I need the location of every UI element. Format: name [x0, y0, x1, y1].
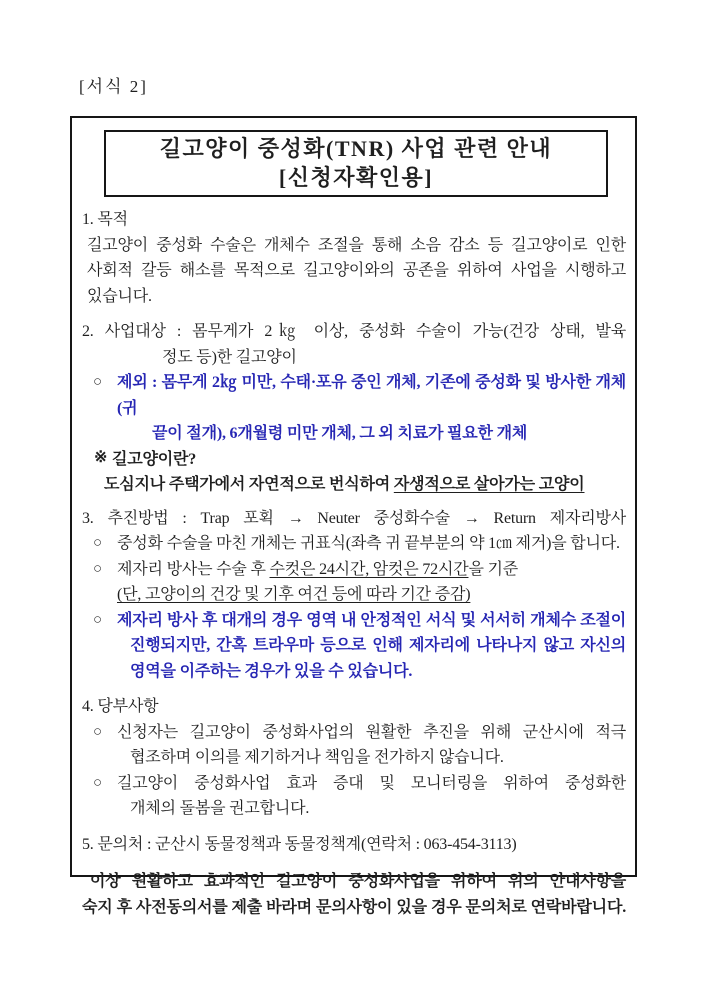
purpose-text-line: 사회적 갈등 해소를 목적으로 길고양이와의 공존을 위하여 사업을 시행하고: [87, 262, 626, 279]
circle-bullet-icon: ○: [93, 374, 103, 390]
section-purpose: [82, 207, 626, 309]
applicant-cooperation-line: 협조하며 이의를 제기하거나 책임을 전가하지 않습니다.: [130, 749, 504, 766]
release-timing-underlined: 수컷은 24시간, 암컷은 72시간: [269, 560, 469, 578]
section-request: [82, 694, 626, 822]
method-heading: 3. 추진방법 : Trap 포획 → Neuter 중성화수술 → Return 제자리방사: [82, 509, 626, 527]
section-purpose-heading: 1. 목적: [82, 211, 128, 228]
circle-bullet-icon: ○: [93, 611, 103, 628]
release-timing-note-underlined: (단, 고양이의 건강 및 기후 여건 등에 따라 기간 증감): [117, 586, 471, 603]
title-box: [104, 130, 608, 197]
method-bullet-3-row: [82, 608, 626, 634]
method-bullet-2-row: [82, 557, 626, 583]
purpose-text-line: 있습니다.: [87, 287, 152, 305]
care-recommendation-line: 길고양이 중성화사업 효과 증대 및 모니터링을 위하여 중성화한: [117, 774, 626, 792]
title-line-2: [신청자확인용]: [278, 165, 434, 190]
footer-line: 숙지 후 사전동의서를 제출 바라며 문의사항이 있을 경우 문의처로 연락바랍니다.: [82, 898, 626, 916]
request-bullet-2-row: [82, 771, 626, 797]
release-timing-suffix: 을 기준: [468, 560, 519, 578]
relocation-warning-line: 진행되지만, 간혹 트라우마 등으로 인해 제자리에 나타나지 않고 자신의: [130, 637, 626, 654]
release-timing-note-line: [82, 582, 626, 608]
document-border-box: [70, 116, 637, 916]
care-recommendation-line: 개체의 돌봄을 권고합니다.: [130, 800, 310, 817]
release-timing-line: [117, 557, 626, 583]
release-timing-prefix: 제자리 방사는 수술 후: [117, 560, 270, 578]
target-heading-line-1: 2. 사업대상 : 몸무게가 2㎏ 이상, 중성화 수술이 가능(건강 상태, 발육: [82, 323, 626, 340]
circle-bullet-icon: ○: [93, 535, 103, 551]
form-number-label: [서식 2]: [79, 77, 148, 96]
exclusion-row: [82, 370, 626, 421]
purpose-text-line: 길고양이 중성화 수술은 개체수 조절을 통해 소음 감소 등 길고양이로 인한: [87, 236, 626, 254]
definition-prefix: 도심지나 주택가에서 자연적으로 번식하여: [104, 476, 394, 493]
stray-cat-definition-heading-row: [82, 447, 626, 473]
applicant-cooperation-line: 신청자는 길고양이 중성화사업의 원활한 추진을 위해 군산시에 적극: [117, 723, 626, 741]
stray-cat-definition-heading: 길고양이란?: [112, 450, 197, 468]
stray-cat-definition-line: [82, 472, 626, 498]
definition-underlined: 자생적으로 살아가는 고양이: [393, 476, 585, 493]
section-contact: [82, 832, 626, 858]
circle-bullet-icon: ○: [93, 560, 103, 577]
section-request-heading: 4. 당부사항: [82, 698, 159, 715]
section-target: [82, 319, 626, 498]
ear-tip-marking-line: 중성화 수술을 마친 개체는 귀표식(좌측 귀 끝부분의 약 1㎝ 제거)을 합니다.: [117, 535, 620, 552]
exclusion-text-line-1: 제외 : 몸무게 2㎏ 미만, 수태·포유 중인 개체, 기존에 중성화 및 방사한 개체(귀: [117, 374, 626, 417]
section-method: [82, 506, 626, 685]
exclusion-text-line-2: 끝이 절개), 6개월령 미만 개체, 그 외 치료가 필요한 개체: [152, 425, 528, 442]
title-line-1: 길고양이 중성화(TNR) 사업 관련 안내: [159, 136, 553, 161]
circle-bullet-icon: ○: [93, 723, 103, 740]
request-bullet-1-row: [82, 720, 626, 746]
method-bullet-1-row: [82, 531, 626, 557]
relocation-warning-line: 영역을 이주하는 경우가 있을 수 있습니다.: [130, 662, 413, 680]
footer-paragraph: [82, 869, 626, 920]
reference-mark-icon: ※: [94, 448, 108, 466]
contact-heading: 5. 문의처 : 군산시 동물정책과 동물정책계(연락처 : 063-454-3113): [82, 835, 517, 853]
relocation-warning-line: 제자리 방사 후 대개의 경우 영역 내 안정적인 서식 및 서서히 개체수 조절이: [117, 611, 626, 629]
circle-bullet-icon: ○: [93, 774, 103, 791]
target-heading-line-2: 정도 등)한 길고양이: [162, 348, 297, 366]
footer-line: 이상 원활하고 효과적인 길고양이 중성화사업을 위하여 위의 안내사항을: [90, 873, 626, 890]
